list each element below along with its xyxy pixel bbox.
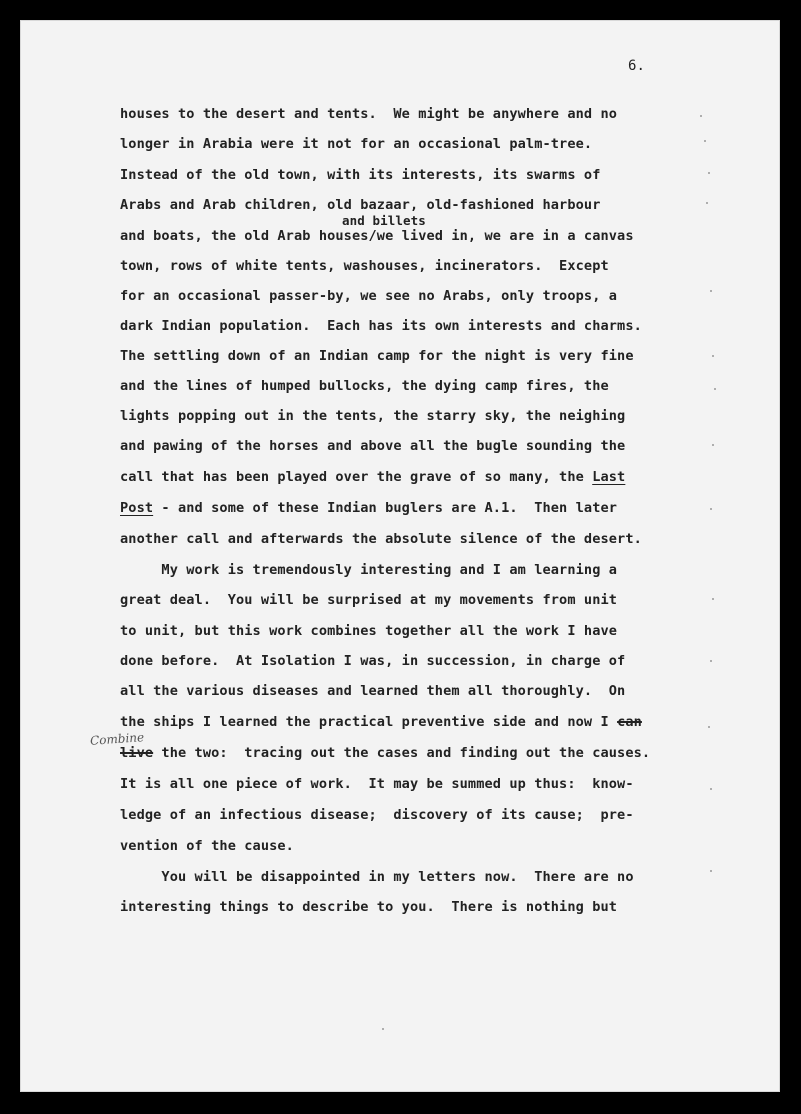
- text-line: call that has been played over the grave of so many, the Last: [120, 469, 626, 485]
- text-line: and the lines of humped bullocks, the dying camp fires, the: [120, 378, 609, 394]
- text-line: town, rows of white tents, washouses, incinerators. Except: [120, 258, 609, 274]
- struck-text: can: [617, 714, 642, 730]
- text-line: vention of the cause.: [120, 838, 294, 854]
- text-line: to unit, but this work combines together all the work I have: [120, 623, 618, 639]
- text-line: My work is tremendously interesting and I am learning a: [120, 562, 618, 578]
- text-line: lights popping out in the tents, the starry sky, the neighing: [120, 408, 626, 424]
- document-page: [20, 20, 780, 1092]
- text-line: longer in Arabia were it not for an occasional palm-tree.: [120, 136, 593, 152]
- paper-speck: [382, 1028, 384, 1030]
- page-number: 6.: [628, 58, 646, 74]
- text-line: and boats, the old Arab houses/we lived in, we are in a canvas: [120, 228, 634, 244]
- text-line: and pawing of the horses and above all the bugle sounding the: [120, 438, 626, 454]
- text-line: It is all one piece of work. It may be summed up thus: know-: [120, 776, 634, 792]
- text-line: live the two: tracing out the cases and finding out the causes.: [120, 745, 651, 761]
- underlined-text: Post: [120, 500, 154, 516]
- paper-speck: [710, 788, 712, 790]
- text-line: ledge of an infectious disease; discovery of its cause; pre-: [120, 807, 634, 823]
- paper-speck: [704, 140, 706, 142]
- text-line: the ships I learned the practical preventive side and now I can: [120, 714, 642, 730]
- underlined-text: Last: [592, 469, 626, 485]
- text-line: dark Indian population. Each has its own interests and charms.: [120, 318, 642, 334]
- text-line: houses to the desert and tents. We might be anywhere and no: [120, 106, 618, 122]
- paper-speck: [712, 444, 714, 446]
- paper-speck: [710, 290, 712, 292]
- struck-text: live: [120, 745, 154, 761]
- paper-speck: [708, 172, 710, 174]
- paper-speck: [710, 508, 712, 510]
- text-line: Arabs and Arab children, old bazaar, old-fashioned harbour: [120, 197, 601, 213]
- paper-speck: [714, 388, 716, 390]
- text-line: Post - and some of these Indian buglers are A.1. Then later: [120, 500, 618, 516]
- text-line: The settling down of an Indian camp for the night is very fine: [120, 348, 634, 364]
- paper-speck: [708, 726, 710, 728]
- paper-speck: [710, 660, 712, 662]
- paper-speck: [700, 115, 702, 117]
- handwritten-correction: Combine: [89, 730, 145, 748]
- paper-speck: [712, 598, 714, 600]
- text-line: for an occasional passer-by, we see no Arabs, only troops, a: [120, 288, 618, 304]
- text-line: Instead of the old town, with its interests, its swarms of: [120, 167, 601, 183]
- paper-speck: [706, 202, 708, 204]
- text-line: done before. At Isolation I was, in succession, in charge of: [120, 653, 626, 669]
- interline-insertion: and billets: [342, 213, 426, 228]
- paper-speck: [710, 870, 712, 872]
- text-line: interesting things to describe to you. There is nothing but: [120, 899, 618, 915]
- text-line: all the various diseases and learned them all thoroughly. On: [120, 683, 626, 699]
- paper-speck: [712, 355, 714, 357]
- text-line: great deal. You will be surprised at my movements from unit: [120, 592, 618, 608]
- text-line: another call and afterwards the absolute silence of the desert.: [120, 531, 642, 547]
- text-line: You will be disappointed in my letters now. There are no: [120, 869, 634, 885]
